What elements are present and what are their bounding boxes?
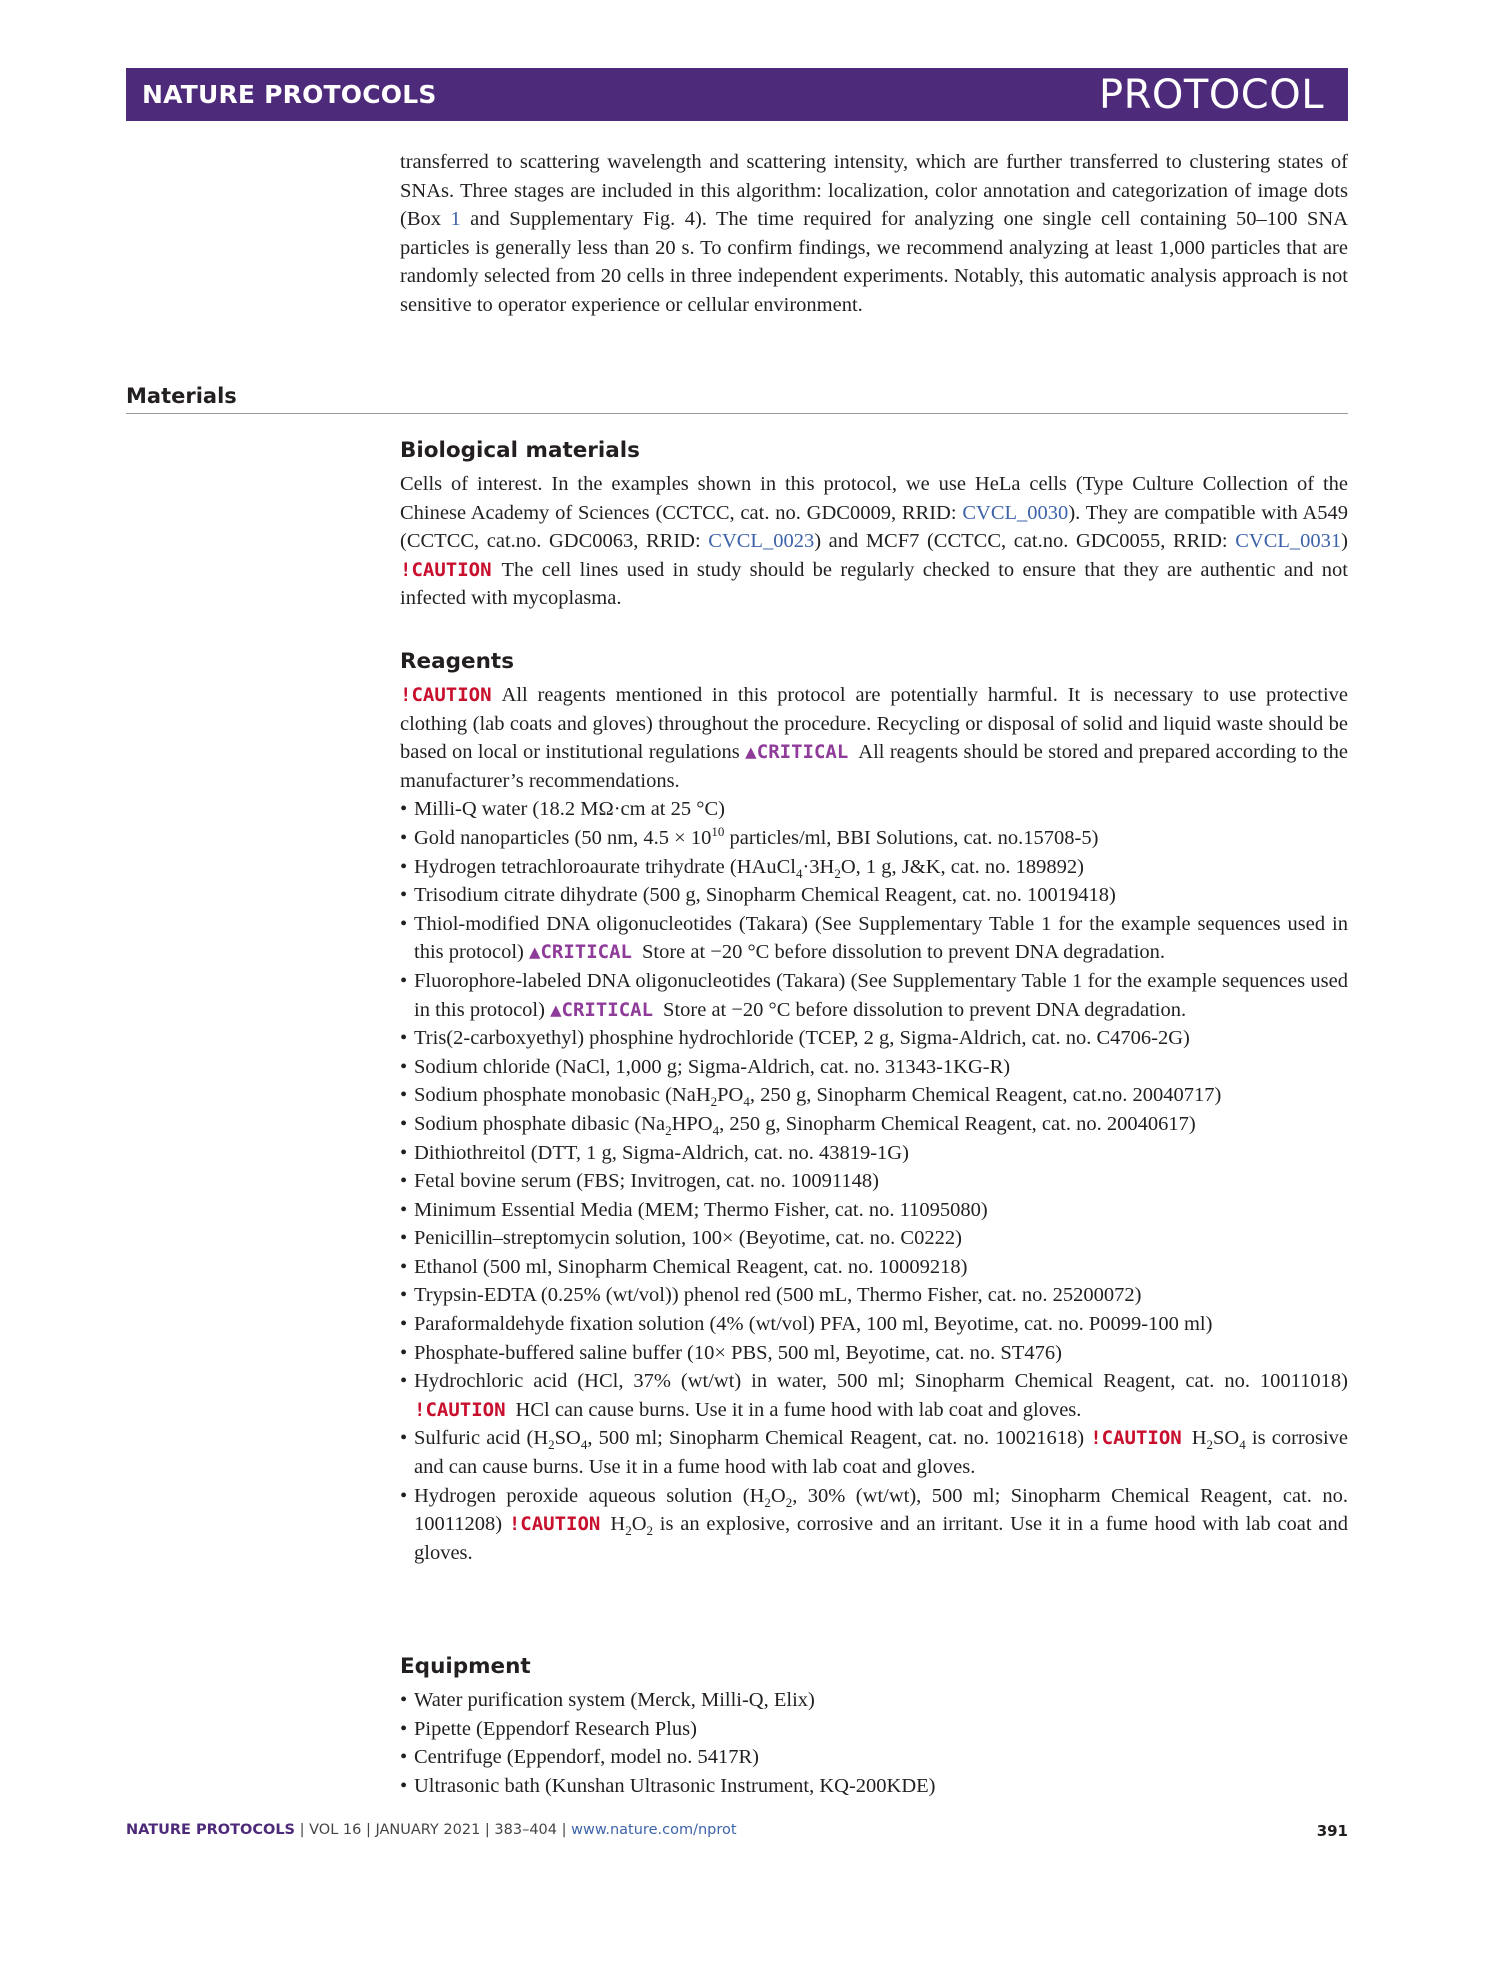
list-item xyxy=(400,1081,1348,1110)
caution-label: !CAUTION xyxy=(400,684,492,706)
reagent-text: Penicillin–streptomycin solution, 100× (Beyotime, cat. no. C0222) xyxy=(414,1227,962,1250)
rrid-link-cvcl-0023[interactable]: CVCL_0023 xyxy=(708,530,815,553)
footer-url-link[interactable]: www.nature.com/nprot xyxy=(571,1822,737,1838)
caution-label: !CAUTION xyxy=(414,1398,506,1421)
reagent-text: Trisodium citrate dihydrate (500 g, Sinopharm Chemical Reagent, cat. no. 10019418) xyxy=(414,884,1116,907)
biological-materials-paragraph xyxy=(400,470,1348,613)
list-item xyxy=(400,1339,1348,1368)
page-footer xyxy=(126,1822,1348,1850)
subscript: 4 xyxy=(743,1094,750,1110)
reagent-text: Dithiothreitol (DTT, 1 g, Sigma-Aldrich, cat. no. 43819-1G) xyxy=(414,1141,909,1164)
footer-date: JANUARY 2021 xyxy=(375,1822,481,1838)
reagent-text: Minimum Essential Media (MEM; Thermo Fisher, cat. no. 11095080) xyxy=(414,1198,988,1221)
intro-paragraph xyxy=(400,148,1348,320)
footer-separator: | xyxy=(557,1822,572,1838)
list-item xyxy=(400,1253,1348,1282)
list-item xyxy=(400,1367,1348,1424)
list-item xyxy=(400,1482,1348,1568)
superscript: 10 xyxy=(711,824,725,840)
subscript: 2 xyxy=(834,865,841,881)
reagents-section xyxy=(400,647,1348,1567)
footer-journal: NATURE PROTOCOLS xyxy=(126,1822,296,1838)
list-item xyxy=(400,1743,1348,1772)
biological-materials-section xyxy=(400,436,1348,613)
reagent-text: Hydrochloric acid (HCl, 37% (wt/wt) in water, 500 ml; Sinopharm Chemical Reagent, cat. no. 10011018) xyxy=(414,1370,1348,1393)
journal-name: NATURE PROTOCOLS xyxy=(142,80,437,109)
list-item xyxy=(400,1196,1348,1225)
critical-label: ▲CRITICAL xyxy=(745,741,849,764)
reagent-text: , 250 g, Sinopharm Chemical Reagent, cat.no. 20040717) xyxy=(749,1084,1222,1107)
critical-label: ▲CRITICAL xyxy=(529,941,632,964)
reagent-text: Fluorophore-labeled DNA oligonucleotides (Takara) (See Supplementary Table 1 for the example sequences used in this protocol) xyxy=(414,969,1348,1021)
reagent-text: is an explosive, corrosive and an irritant. Use it in a fume hood with lab coat and gloves. xyxy=(414,1513,1348,1564)
subscript: 2 xyxy=(1206,1437,1214,1453)
reagent-text: Fetal bovine serum (FBS; Invitrogen, cat. no. 10091148) xyxy=(414,1170,879,1193)
reagents-list xyxy=(400,795,1348,1567)
subscript: 2 xyxy=(646,1523,653,1539)
list-item xyxy=(400,1139,1348,1168)
footer-volume: VOL 16 xyxy=(309,1822,362,1838)
subscript: 4 xyxy=(580,1437,588,1453)
list-item xyxy=(400,1053,1348,1082)
list-item xyxy=(400,967,1348,1024)
reagent-text: Hydrogen peroxide aqueous solution (H xyxy=(414,1484,765,1507)
reagent-text: particles/ml, BBI Solutions, cat. no.15708-5) xyxy=(724,826,1099,849)
subscript: 4 xyxy=(1239,1437,1246,1453)
reagent-text: Store at −20 °C before dissolution to prevent DNA degradation. xyxy=(663,998,1187,1021)
list-item xyxy=(400,1715,1348,1744)
biological-materials-heading: Biological materials xyxy=(400,438,640,463)
rrid-link-cvcl-0031[interactable]: CVCL_0031 xyxy=(1235,530,1342,553)
subscript: 2 xyxy=(665,1123,672,1138)
page-number: 391 xyxy=(1316,1822,1348,1840)
reagent-text: Paraformaldehyde fixation solution (4% (wt/vol) PFA, 100 ml, Beyotime, cat. no. P0099-100 ml) xyxy=(414,1313,1213,1336)
box-1-link[interactable]: 1 xyxy=(450,208,461,231)
footer-pages: 383–404 xyxy=(494,1822,558,1838)
list-item xyxy=(400,1281,1348,1310)
reagents-intro-text-2: All reagents should be stored and prepared according to the manufacturer’s recommendations. xyxy=(400,741,1348,792)
equipment-text: Water purification system (Merck, Milli-Q, Elix) xyxy=(414,1689,815,1711)
reagent-text: SO xyxy=(1213,1427,1240,1450)
equipment-text: Pipette (Eppendorf Research Plus) xyxy=(414,1717,697,1740)
reagents-heading: Reagents xyxy=(400,649,514,674)
reagent-text: Store at −20 °C before dissolution to prevent DNA degradation. xyxy=(641,941,1166,964)
caution-label: !CAUTION xyxy=(400,558,492,581)
subscript: 2 xyxy=(785,1494,793,1510)
subscript: 2 xyxy=(710,1094,718,1110)
reagent-text: SO xyxy=(554,1427,581,1450)
reagent-text: , 250 g, Sinopharm Chemical Reagent, cat. no. 20040617) xyxy=(719,1112,1196,1135)
reagent-text: is corrosive and can cause burns. Use it in a fume hood with lab coat and gloves. xyxy=(414,1427,1348,1479)
list-item xyxy=(400,1686,1348,1715)
journal-header-bar xyxy=(126,68,1348,121)
subscript: 4 xyxy=(795,865,803,881)
bio-text-4: ) xyxy=(1341,530,1348,553)
list-item xyxy=(400,795,1348,824)
reagent-text: O xyxy=(770,1484,786,1507)
bio-text-3: ) and MCF7 (CCTCC, cat.no. GDC0055, RRID: xyxy=(814,530,1236,553)
reagent-text: HPO xyxy=(671,1112,713,1135)
article-type: PROTOCOL xyxy=(1098,72,1324,118)
rrid-link-cvcl-0030[interactable]: CVCL_0030 xyxy=(962,501,1069,524)
equipment-heading: Equipment xyxy=(400,1654,531,1679)
reagent-text: , 30% (wt/wt), 500 ml; Sinopharm Chemical Reagent, cat. no. 10011208) xyxy=(414,1484,1348,1536)
reagent-text: Sodium phosphate dibasic (Na xyxy=(414,1112,666,1135)
list-item xyxy=(400,1024,1348,1053)
list-item xyxy=(400,1772,1348,1801)
intro-text-1: transferred to scattering wavelength and scattering intensity, which are further transferred to clustering states of SNAs. Three stages are included in this algorithm: localization, color annotation and categorization of image dots (Box xyxy=(400,151,1348,231)
reagent-text: Trypsin-EDTA (0.25% (wt/vol)) phenol red (500 mL, Thermo Fisher, cat. no. 25200072) xyxy=(414,1284,1142,1307)
list-item xyxy=(400,1224,1348,1253)
list-item xyxy=(400,881,1348,910)
reagent-text: ·3H xyxy=(802,855,835,878)
equipment-list xyxy=(400,1686,1348,1800)
reagent-text: Ethanol (500 ml, Sinopharm Chemical Reagent, cat. no. 10009218) xyxy=(414,1255,968,1278)
list-item xyxy=(400,1424,1348,1481)
intro-text-2: and Supplementary Fig. 4). The time required for analyzing one single cell containing 50–100 SNA particles is generally less than 20 s. To confirm findings, we recommend analyzing at least 1,000 particles that are randomly selected from 20 cells in three independent experiments. Notably, this automatic analysis approach is not sensitive to operator experience or cellular environment. xyxy=(400,208,1348,316)
list-item xyxy=(400,910,1348,967)
footer-separator: | xyxy=(361,1822,376,1838)
reagent-text: Phosphate-buffered saline buffer (10× PBS, 500 ml, Beyotime, cat. no. ST476) xyxy=(414,1341,1062,1364)
list-item xyxy=(400,1110,1348,1139)
reagent-text: O, 1 g, J&K, cat. no. 189892) xyxy=(840,855,1084,878)
reagent-text: O xyxy=(631,1513,647,1536)
reagent-text: Sodium chloride (NaCl, 1,000 g; Sigma-Aldrich, cat. no. 31343-1KG-R) xyxy=(414,1055,1011,1078)
critical-label: ▲CRITICAL xyxy=(550,998,654,1021)
reagent-text: Gold nanoparticles (50 nm, 4.5 × 10 xyxy=(414,826,712,849)
equipment-text: Ultrasonic bath (Kunshan Ultrasonic Instrument, KQ-200KDE) xyxy=(414,1774,936,1797)
reagent-text: Thiol-modified DNA oligonucleotides (Takara) (See Supplementary Table 1 for the example sequences used in this protocol) xyxy=(414,912,1348,964)
subscript: 2 xyxy=(764,1494,771,1510)
reagent-text: Milli-Q water (18.2 MΩ·cm at 25 °C) xyxy=(414,798,725,821)
reagents-intro-text-1: All reagents mentioned in this protocol are potentially harmful. It is necessary to use protective clothing (lab coats and gloves) throughout the procedure. Recycling or disposal of solid and liquid waste should be based on local or institutional regulations xyxy=(400,684,1348,764)
section-divider xyxy=(126,413,1348,414)
materials-heading: Materials xyxy=(126,384,237,408)
reagents-intro xyxy=(400,681,1348,795)
caution-label: !CAUTION xyxy=(1090,1427,1182,1450)
reagent-text: Hydrogen tetrachloroaurate trihydrate (HAuCl xyxy=(414,855,796,878)
footer-separator: | xyxy=(295,1822,310,1838)
reagent-text: Sodium phosphate monobasic (NaH xyxy=(414,1084,711,1107)
reagent-text: HCl can cause burns. Use it in a fume hood with lab coat and gloves. xyxy=(515,1398,1082,1421)
list-item xyxy=(400,1310,1348,1339)
bio-text-2: ). They are compatible with A549 (CCTCC, cat.no. GDC0063, RRID: xyxy=(400,501,1348,553)
reagent-text: , 500 ml; Sinopharm Chemical Reagent, cat. no. 10021618) xyxy=(587,1427,1091,1450)
subscript: 2 xyxy=(548,1437,555,1453)
reagent-text: PO xyxy=(717,1084,744,1107)
reagent-text: Sulfuric acid (H xyxy=(414,1427,549,1450)
list-item xyxy=(400,853,1348,882)
equipment-section xyxy=(400,1652,1348,1800)
list-item xyxy=(400,824,1348,853)
subscript: 2 xyxy=(625,1523,632,1539)
reagent-text: Tris(2-carboxyethyl) phosphine hydrochloride (TCEP, 2 g, Sigma-Aldrich, cat. no. C4706-2G) xyxy=(414,1027,1190,1050)
caution-label: !CAUTION xyxy=(508,1513,601,1536)
footer-separator: | xyxy=(480,1822,495,1838)
equipment-text: Centrifuge (Eppendorf, model no. 5417R) xyxy=(414,1746,760,1769)
bio-text-5: The cell lines used in study should be regularly checked to ensure that they are authentic and not infected with mycoplasma. xyxy=(400,558,1348,610)
bio-text-1: Cells of interest. In the examples shown in this protocol, we use HeLa cells (Type Culture Collection of the Chinese Academy of Sciences (CCTCC, cat. no. GDC0009, RRID: xyxy=(400,473,1348,524)
reagent-text: H xyxy=(610,1513,626,1536)
subscript: 4 xyxy=(712,1123,720,1138)
reagent-text: H xyxy=(1191,1427,1207,1450)
list-item xyxy=(400,1167,1348,1196)
